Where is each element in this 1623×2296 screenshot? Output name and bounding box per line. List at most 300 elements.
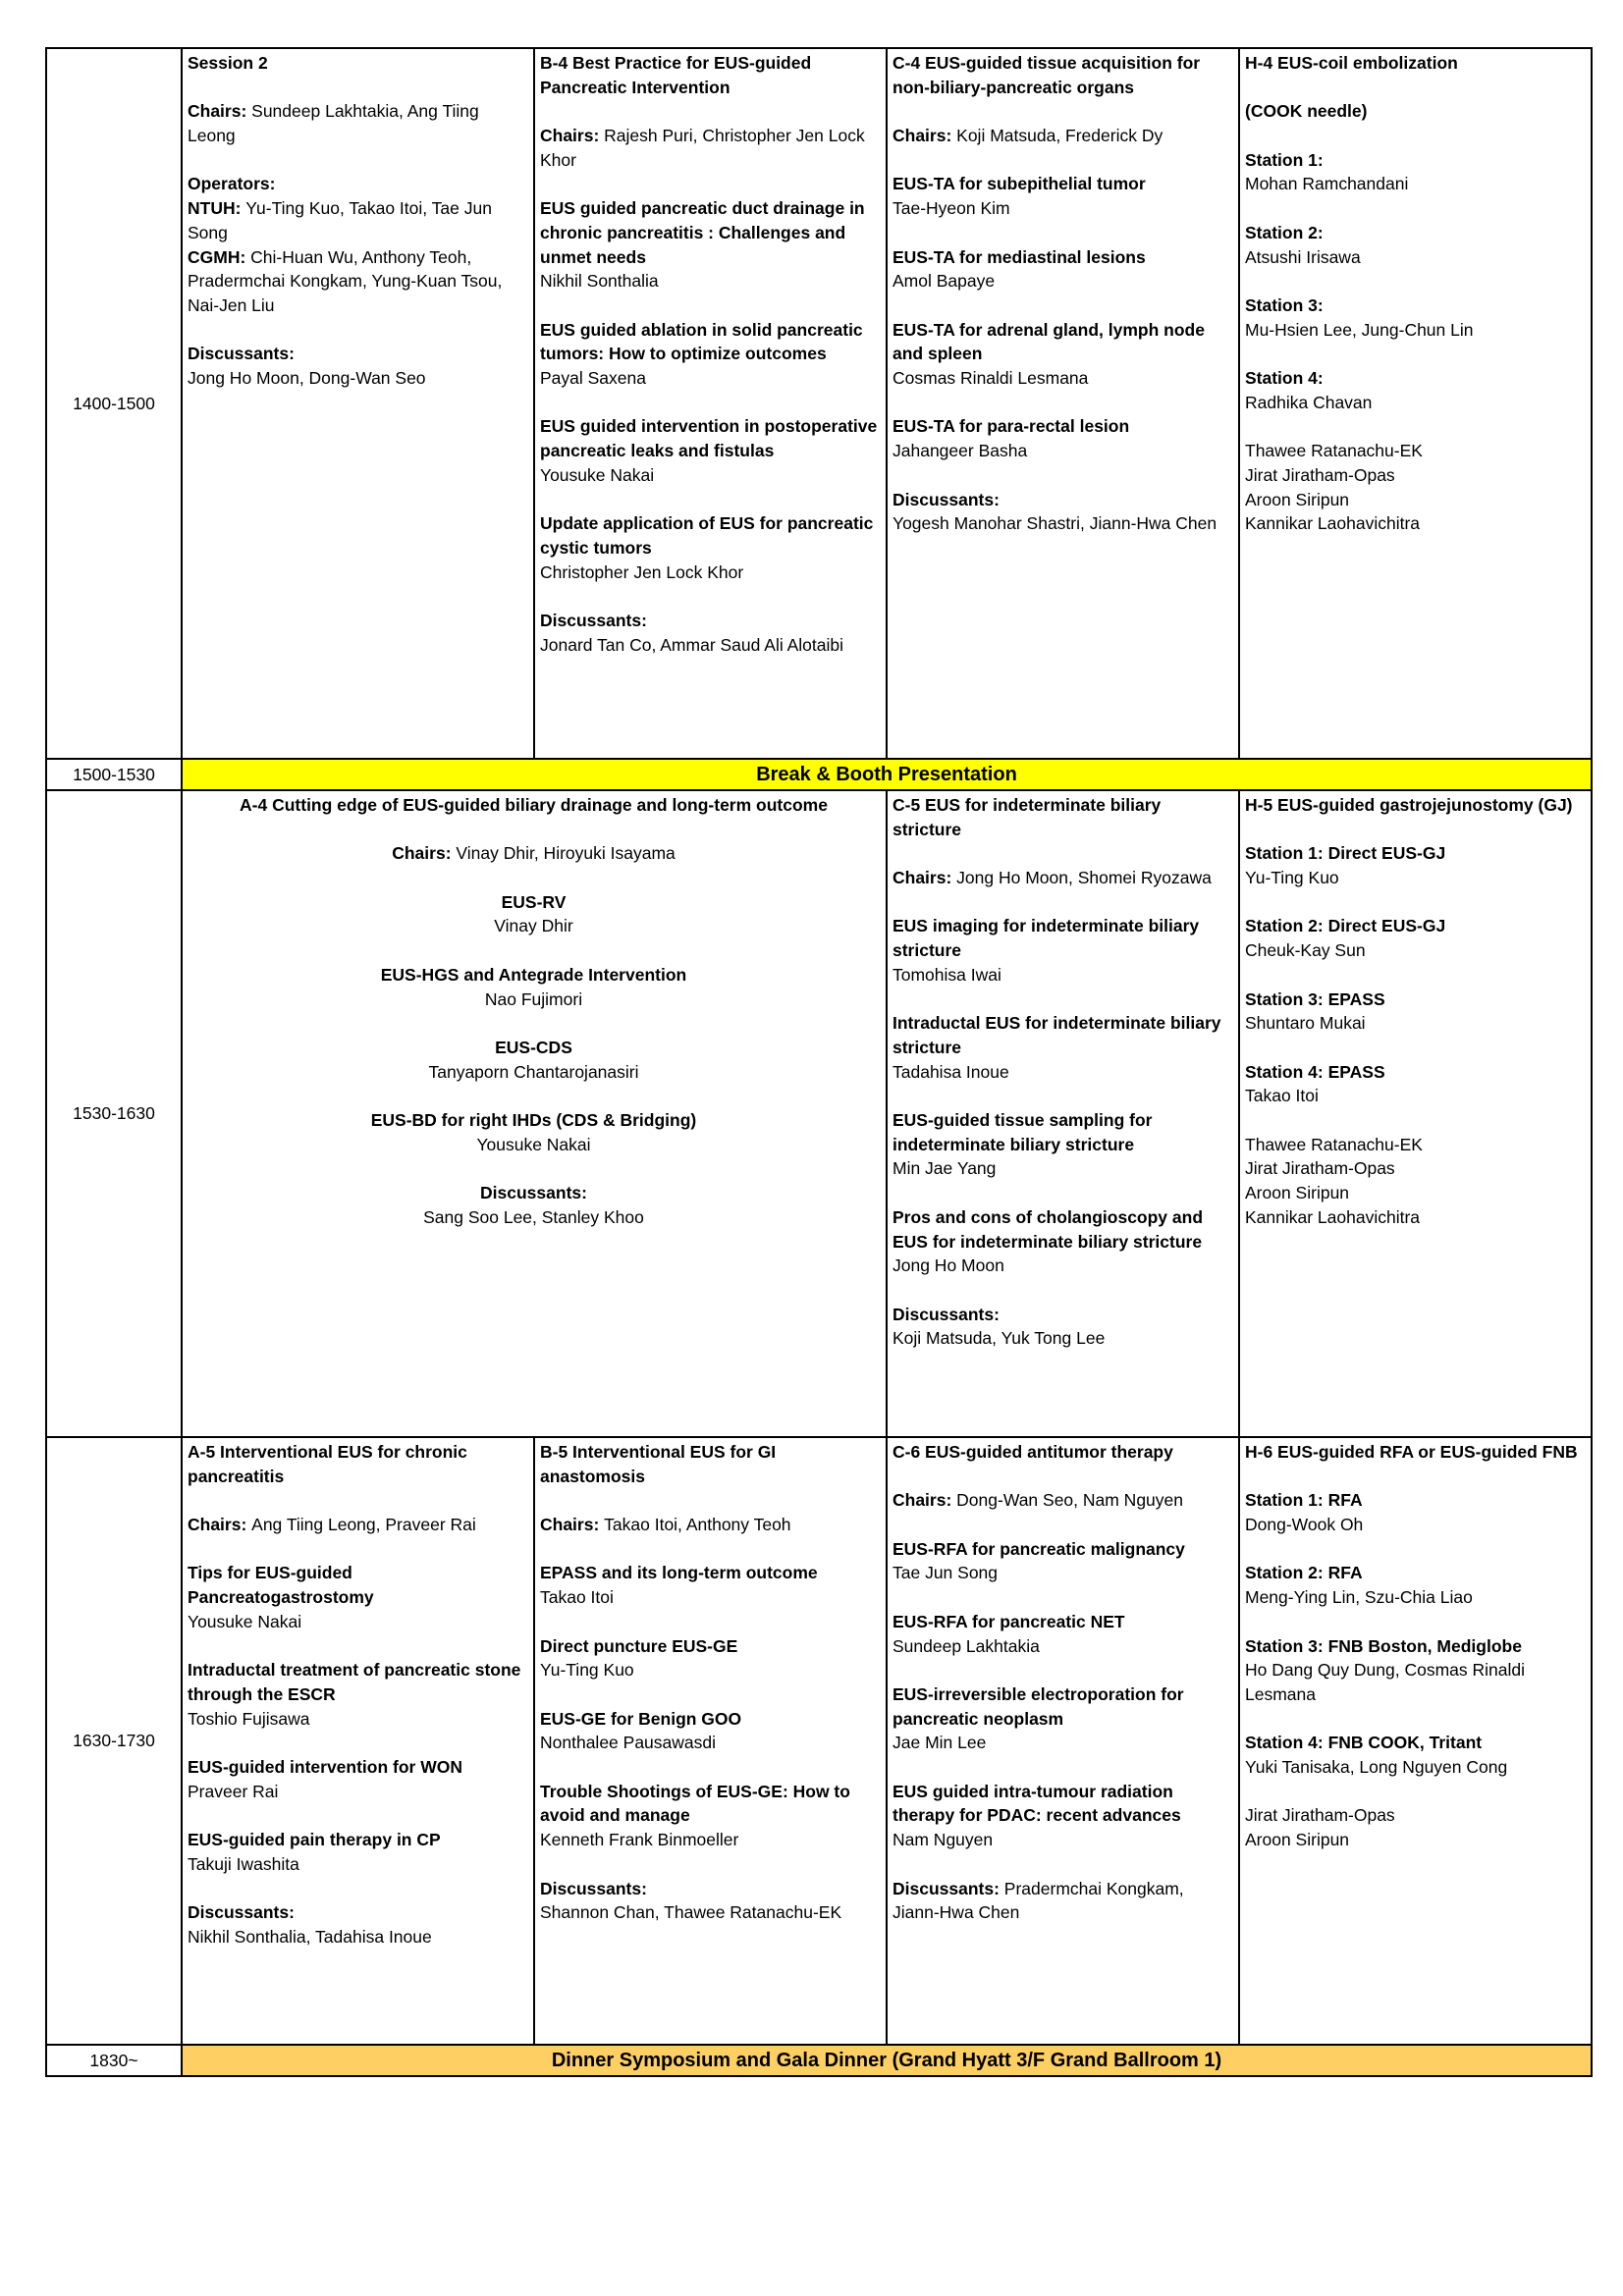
session-text: Thawee Ratanachu-EK <box>1245 441 1423 461</box>
session-line <box>188 172 527 196</box>
session-cell <box>182 1437 534 2045</box>
session-block <box>188 1036 880 1084</box>
session-heading: CGMH: <box>188 246 251 267</box>
session-line <box>188 245 527 318</box>
session-heading: A-4 Cutting edge of EUS-guided biliary drainage and long-term outcome <box>240 795 828 815</box>
session-text: Jae Min Lee <box>893 1733 987 1753</box>
session-line <box>188 1513 527 1537</box>
session-heading: EUS guided intervention in postoperative pancreatic leaks and fistulas <box>540 416 878 461</box>
session-line <box>188 366 527 391</box>
session-text: Yousuke Nakai <box>188 1611 302 1631</box>
session-line <box>893 51 1232 99</box>
session-line <box>540 366 880 391</box>
session-heading: Operators: <box>188 174 276 194</box>
session-line <box>540 463 880 488</box>
session-line <box>540 1440 880 1488</box>
session-text: Mohan Ramchandani <box>1245 174 1409 194</box>
session-line <box>893 1610 1232 1634</box>
session-text: Yogesh Manohar Shastri, Jiann-Hwa Chen <box>893 513 1217 534</box>
session-block <box>1245 793 1585 818</box>
session-block <box>1245 221 1585 269</box>
session-block <box>893 51 1232 99</box>
session-block <box>893 1488 1232 1513</box>
session-heading: C-5 EUS for indeterminate biliary stricture <box>893 795 1162 839</box>
session-heading: C-4 EUS-guided tissue acquisition for non-biliary-pancreatic organs <box>893 53 1201 97</box>
session-block <box>1245 1488 1585 1536</box>
session-heading: Station 1: RFA <box>1245 1490 1363 1511</box>
session-block <box>188 890 880 938</box>
session-heading: EUS imaging for indeterminate biliary stricture <box>893 916 1200 961</box>
session-cell <box>887 48 1239 759</box>
time-slot: 1400-1500 <box>46 48 182 759</box>
session-block <box>188 1658 527 1731</box>
session-line <box>188 99 527 147</box>
session-line <box>1245 1561 1585 1585</box>
session-line <box>893 1060 1232 1085</box>
session-block <box>188 1755 527 1803</box>
session-block <box>188 51 527 76</box>
session-heading: EUS-guided tissue sampling for indeterminate biliary stricture <box>893 1110 1153 1154</box>
session-heading: Discussants: <box>893 489 1000 509</box>
session-line <box>188 1133 880 1157</box>
dinner-banner: Dinner Symposium and Gala Dinner (Grand Hyatt 3/F Grand Ballroom 1) <box>182 2045 1592 2076</box>
session-heading: EUS-BD for right IHDs (CDS & Bridging) <box>370 1110 697 1131</box>
session-text: Dong-Wan Seo, Nam Nguyen <box>956 1490 1184 1511</box>
session-cell <box>182 48 534 759</box>
session-line <box>188 1561 527 1609</box>
session-block <box>540 318 880 391</box>
session-text: Yu-Ting Kuo <box>1245 868 1339 888</box>
session-heading: Chairs: <box>188 1515 252 1535</box>
session-heading: Discussants: <box>893 1304 1000 1324</box>
session-text: Kannikar Laohavichitra <box>1245 513 1421 534</box>
session-text: Jirat Jiratham-Opas <box>1245 1805 1395 1826</box>
schedule-row-1 <box>46 759 1592 790</box>
session-line <box>893 1011 1232 1059</box>
session-line <box>1245 1803 1585 1828</box>
session-text: Shannon Chan, Thawee Ratanachu-EK <box>540 1902 842 1923</box>
session-line <box>188 1755 527 1780</box>
session-block <box>1245 439 1585 536</box>
session-line <box>188 1925 527 1949</box>
session-block <box>188 172 527 317</box>
session-text: Yuki Tanisaka, Long Nguyen Cong <box>1245 1757 1508 1778</box>
session-line <box>188 1440 527 1488</box>
session-cell <box>534 48 887 759</box>
session-heading: Chairs: <box>188 101 252 122</box>
session-heading: H-5 EUS-guided gastrojejunostomy (GJ) <box>1245 795 1573 815</box>
session-line <box>1245 793 1585 818</box>
session-block <box>1245 1803 1585 1851</box>
session-heading: B-5 Interventional EUS for GI anastomosis <box>540 1442 777 1486</box>
session-line <box>1245 511 1585 536</box>
session-heading: Intraductal treatment of pancreatic stone through the ESCR <box>188 1660 521 1704</box>
session-text: Takao Itoi <box>540 1587 614 1608</box>
session-line <box>1245 1060 1585 1085</box>
session-text: Koji Matsuda, Yuk Tong Lee <box>893 1328 1106 1349</box>
session-block <box>1245 988 1585 1036</box>
session-line <box>1245 1181 1585 1205</box>
session-line <box>540 561 880 585</box>
session-block <box>188 1108 880 1156</box>
session-text: Meng-Ying Lin, Szu-Chia Liao <box>1245 1587 1473 1608</box>
session-block <box>893 488 1232 536</box>
session-line <box>893 1156 1232 1181</box>
session-block <box>893 1108 1232 1181</box>
session-block <box>893 1780 1232 1852</box>
session-line <box>1245 488 1585 512</box>
session-line <box>188 1181 880 1205</box>
schedule-row-0 <box>46 48 1592 759</box>
session-line <box>540 1900 880 1925</box>
session-heading: EPASS and its long-term outcome <box>540 1563 818 1583</box>
session-block <box>188 963 880 1011</box>
session-line <box>1245 51 1585 76</box>
session-line <box>188 890 880 915</box>
session-line <box>893 1780 1232 1828</box>
session-heading: Session 2 <box>188 53 268 73</box>
session-line <box>188 1610 527 1634</box>
session-cell <box>887 1437 1239 2045</box>
session-line <box>540 51 880 99</box>
session-line <box>188 1707 527 1732</box>
session-text: Takuji Iwashita <box>188 1853 299 1874</box>
session-line <box>188 51 527 76</box>
session-line <box>540 609 880 633</box>
session-heading: Discussants: <box>188 344 295 364</box>
session-block <box>893 793 1232 841</box>
session-line <box>893 1440 1232 1465</box>
session-heading: (COOK needle) <box>1245 101 1368 122</box>
schedule-body <box>46 48 1592 2076</box>
session-heading: EUS-TA for subepithelial tumor <box>893 174 1146 194</box>
session-text: Nonthalee Pausawasdi <box>540 1733 717 1753</box>
session-heading: EUS-CDS <box>495 1037 572 1057</box>
session-heading: Chairs: <box>392 843 457 864</box>
session-text: Aroon Siripun <box>1245 1183 1350 1203</box>
session-line <box>893 196 1232 221</box>
break-banner: Break & Booth Presentation <box>182 759 1592 790</box>
session-line <box>1245 1084 1585 1108</box>
session-heading: Station 3: FNB Boston, Mediglobe <box>1245 1635 1522 1656</box>
session-text: Dong-Wook Oh <box>1245 1515 1364 1535</box>
session-heading: Discussants: <box>188 1902 295 1923</box>
session-text: Cosmas Rinaldi Lesmana <box>893 368 1089 389</box>
session-heading: Intraductal EUS for indeterminate biliary stricture <box>893 1013 1221 1057</box>
session-block <box>893 318 1232 391</box>
session-heading: EUS-guided pain therapy in CP <box>188 1830 441 1850</box>
session-heading: Station 4: EPASS <box>1245 1061 1385 1082</box>
session-line <box>540 1828 880 1852</box>
session-line <box>1245 1828 1585 1852</box>
session-line <box>540 318 880 366</box>
session-text: Payal Saxena <box>540 368 646 389</box>
session-block <box>540 1707 880 1755</box>
session-line <box>1245 938 1585 963</box>
session-heading: Discussants: <box>540 611 647 631</box>
session-block <box>893 866 1232 890</box>
session-block <box>188 1828 527 1876</box>
session-heading: Direct puncture EUS-GE <box>540 1635 738 1656</box>
session-line <box>893 866 1232 890</box>
session-text: Jahangeer Basha <box>893 441 1028 461</box>
session-line <box>1245 366 1585 391</box>
session-block <box>1245 1561 1585 1609</box>
session-line <box>1245 1513 1585 1537</box>
session-line <box>1245 294 1585 318</box>
session-line <box>893 793 1232 841</box>
session-text: Nao Fujimori <box>484 988 583 1009</box>
session-line <box>893 1303 1232 1327</box>
session-text: Nam Nguyen <box>893 1830 994 1850</box>
session-heading: EUS-GE for Benign GOO <box>540 1708 742 1729</box>
session-block <box>893 1877 1232 1925</box>
session-block <box>893 1205 1232 1278</box>
session-heading: Discussants: <box>893 1878 1004 1898</box>
session-heading: Chairs: <box>893 126 957 146</box>
session-line <box>1245 841 1585 866</box>
session-heading: EUS-guided intervention for WON <box>188 1757 462 1778</box>
session-line <box>540 1707 880 1732</box>
session-line <box>1245 172 1585 196</box>
session-line <box>893 124 1232 148</box>
session-line <box>893 1488 1232 1513</box>
session-line <box>540 269 880 294</box>
schedule-row-4 <box>46 2045 1592 2076</box>
session-text: Vinay Dhir <box>494 916 573 936</box>
session-line <box>893 414 1232 439</box>
session-block <box>540 1634 880 1682</box>
session-text: Ang Tiing Leong, Praveer Rai <box>251 1515 476 1535</box>
session-block <box>540 414 880 487</box>
session-heading: Pros and cons of cholangioscopy and EUS for indeterminate biliary stricture <box>893 1206 1204 1252</box>
session-text: Yousuke Nakai <box>476 1134 591 1154</box>
session-block <box>1245 51 1585 76</box>
session-block <box>1245 294 1585 342</box>
session-block <box>188 1561 527 1633</box>
session-line <box>1245 1156 1585 1181</box>
session-block <box>1245 1440 1585 1465</box>
session-line <box>188 793 880 818</box>
session-block <box>188 793 880 818</box>
session-text: Yousuke Nakai <box>540 464 655 485</box>
session-line <box>1245 318 1585 343</box>
session-line <box>1245 1488 1585 1513</box>
session-line <box>893 1634 1232 1659</box>
schedule-table <box>45 47 1593 2077</box>
session-line <box>540 633 880 658</box>
session-line <box>893 1682 1232 1731</box>
session-heading: Station 2: RFA <box>1245 1563 1363 1583</box>
session-text: Vinay Dhir, Hiroyuki Isayama <box>456 843 676 864</box>
session-block <box>1245 1634 1585 1707</box>
session-text: Aroon Siripun <box>1245 1830 1350 1850</box>
session-heading: B-4 Best Practice for EUS-guided Pancreatic Intervention <box>540 53 812 97</box>
session-text: Toshio Fujisawa <box>188 1708 310 1729</box>
session-text: Min Jae Yang <box>893 1158 997 1179</box>
session-heading: Chairs: <box>540 1515 605 1535</box>
session-block <box>893 914 1232 987</box>
session-line <box>540 1658 880 1682</box>
session-block <box>1245 366 1585 414</box>
session-block <box>1245 148 1585 196</box>
session-line <box>188 1852 527 1877</box>
session-text: Cheuk-Kay Sun <box>1245 940 1366 961</box>
session-text: Nikhil Sonthalia, Tadahisa Inoue <box>188 1926 432 1947</box>
session-block <box>188 1513 527 1537</box>
session-text: Tomohisa Iwai <box>893 964 1001 985</box>
session-line <box>1245 1755 1585 1780</box>
session-text: Kannikar Laohavichitra <box>1245 1206 1421 1227</box>
session-line <box>893 245 1232 270</box>
session-heading: Station 1: <box>1245 149 1324 170</box>
session-heading: Trouble Shootings of EUS-GE: How to avoid and manage <box>540 1781 850 1826</box>
session-line <box>540 1780 880 1828</box>
session-text: Jong Ho Moon, Shomei Ryozawa <box>956 868 1212 888</box>
session-text: Tae-Hyeon Kim <box>893 198 1010 219</box>
session-block <box>540 196 880 294</box>
session-block <box>540 1513 880 1537</box>
session-line <box>188 196 527 244</box>
session-line <box>893 439 1232 463</box>
time-slot: 1530-1630 <box>46 790 182 1437</box>
session-block <box>893 1682 1232 1755</box>
session-block <box>1245 914 1585 962</box>
session-cell <box>1239 48 1592 759</box>
session-block <box>540 1780 880 1852</box>
session-line <box>1245 439 1585 463</box>
session-line <box>1245 1634 1585 1659</box>
session-line <box>893 1537 1232 1562</box>
session-heading: EUS-RFA for pancreatic malignancy <box>893 1538 1185 1559</box>
time-slot: 1630-1730 <box>46 1437 182 2045</box>
session-line <box>893 1877 1232 1925</box>
session-text: Radhika Chavan <box>1245 392 1373 412</box>
session-block <box>1245 1133 1585 1230</box>
session-line <box>188 1828 527 1852</box>
session-heading: EUS-RV <box>501 891 567 912</box>
session-line <box>893 172 1232 196</box>
session-line <box>540 124 880 172</box>
session-heading: Station 2: Direct EUS-GJ <box>1245 916 1446 936</box>
session-heading: EUS guided pancreatic duct drainage in chronic pancreatitis : Challenges and unmet needs <box>540 198 865 267</box>
session-line <box>893 1326 1232 1351</box>
session-text: Aroon Siripun <box>1245 489 1350 509</box>
session-text: Takao Itoi <box>1245 1086 1319 1106</box>
session-heading: Chairs: <box>893 868 957 888</box>
session-heading: Update application of EUS for pancreatic cystic tumors <box>540 513 874 558</box>
session-block <box>188 342 527 390</box>
session-line <box>188 1205 880 1230</box>
session-line <box>540 1513 880 1537</box>
session-line <box>1245 1133 1585 1157</box>
session-block <box>1245 1731 1585 1779</box>
session-line <box>893 963 1232 988</box>
session-line <box>1245 1011 1585 1036</box>
session-line <box>540 1731 880 1755</box>
session-text: Koji Matsuda, Frederick Dy <box>956 126 1163 146</box>
session-block <box>1245 841 1585 889</box>
session-text: Kenneth Frank Binmoeller <box>540 1830 739 1850</box>
session-line <box>893 1828 1232 1852</box>
session-line <box>893 318 1232 366</box>
session-text: Atsushi Irisawa <box>1245 246 1361 267</box>
session-line <box>188 342 527 366</box>
session-line <box>1245 148 1585 173</box>
session-text: Jonard Tan Co, Ammar Saud Ali Alotaibi <box>540 634 844 655</box>
session-text: Mu-Hsien Lee, Jung-Chun Lin <box>1245 319 1474 340</box>
session-line <box>1245 245 1585 270</box>
session-block <box>893 124 1232 148</box>
session-block <box>188 1181 880 1229</box>
session-block <box>893 1303 1232 1351</box>
session-text: Praveer Rai <box>188 1781 279 1801</box>
session-heading: EUS-TA for para-rectal lesion <box>893 416 1130 437</box>
session-line <box>188 1780 527 1804</box>
session-heading: EUS guided ablation in solid pancreatic tumors: How to optimize outcomes <box>540 319 863 364</box>
session-line <box>1245 1585 1585 1610</box>
session-text: Shuntaro Mukai <box>1245 1013 1366 1034</box>
session-line <box>1245 988 1585 1012</box>
session-heading: Station 1: Direct EUS-GJ <box>1245 843 1446 864</box>
session-block <box>893 1440 1232 1465</box>
session-heading: EUS-TA for mediastinal lesions <box>893 246 1146 267</box>
time-slot: 1830~ <box>46 2045 182 2076</box>
session-line <box>893 511 1232 536</box>
session-line <box>540 196 880 269</box>
session-line <box>1245 463 1585 488</box>
session-text: Jirat Jiratham-Opas <box>1245 1158 1395 1179</box>
session-text: Jirat Jiratham-Opas <box>1245 464 1395 485</box>
session-text: Thawee Ratanachu-EK <box>1245 1134 1423 1154</box>
session-block <box>893 1537 1232 1585</box>
session-cell <box>534 1437 887 2045</box>
session-line <box>540 1585 880 1610</box>
session-block <box>1245 1060 1585 1108</box>
session-line <box>1245 1731 1585 1755</box>
schedule-row-2 <box>46 790 1592 1437</box>
session-heading: H-4 EUS-coil embolization <box>1245 53 1458 73</box>
session-text: Ho Dang Quy Dung, Cosmas Rinaldi Lesmana <box>1245 1660 1525 1704</box>
session-block <box>893 1011 1232 1084</box>
session-text: Jong Ho Moon <box>893 1255 1004 1276</box>
session-cell <box>887 790 1239 1437</box>
session-line <box>893 1254 1232 1278</box>
session-line <box>188 963 880 988</box>
session-block <box>893 172 1232 220</box>
session-line <box>188 1900 527 1925</box>
session-line <box>893 269 1232 294</box>
session-text: Chi-Huan Wu, Anthony Teoh, Pradermchai Kongkam, Yung-Kuan Tsou, Nai-Jen Liu <box>188 246 503 315</box>
session-block <box>540 124 880 172</box>
session-line <box>188 1036 880 1060</box>
session-line <box>540 1561 880 1585</box>
session-line <box>540 1634 880 1659</box>
session-heading: Station 4: <box>1245 368 1324 389</box>
session-line <box>1245 391 1585 415</box>
session-heading: Station 3: <box>1245 294 1324 315</box>
session-line <box>1245 99 1585 124</box>
session-text: Tanyaporn Chantarojanasiri <box>428 1061 639 1082</box>
time-slot: 1500-1530 <box>46 759 182 790</box>
session-block <box>540 1440 880 1488</box>
session-line <box>1245 1205 1585 1230</box>
session-block <box>188 841 880 866</box>
session-text: Christopher Jen Lock Khor <box>540 561 744 582</box>
session-heading: Station 2: <box>1245 222 1324 242</box>
session-block <box>540 511 880 584</box>
session-heading: H-6 EUS-guided RFA or EUS-guided FNB <box>1245 1442 1578 1462</box>
